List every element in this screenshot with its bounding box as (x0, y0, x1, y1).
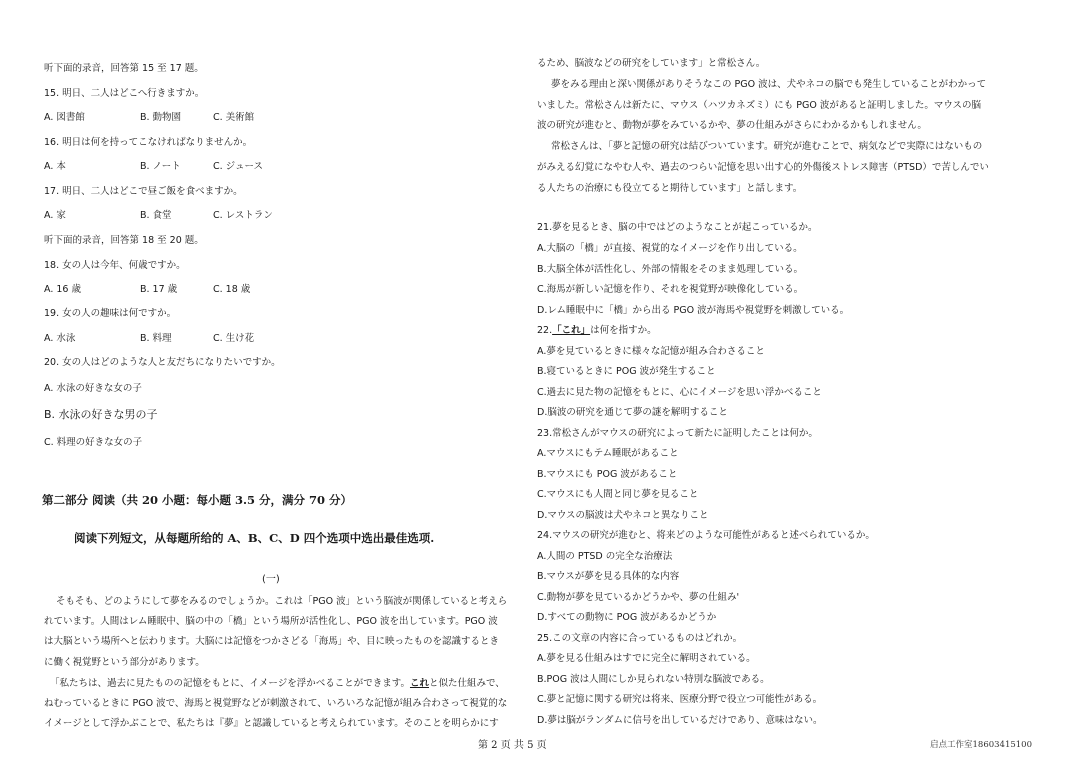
question-25-option-c: C.夢と記憶に関する研究は将来、医療分野で役立つ可能性がある。 (537, 694, 823, 705)
question-22 (537, 324, 657, 337)
option-a: A. 図書館 (44, 112, 85, 123)
option-b: B. ノート (140, 161, 181, 172)
passage-line: ねむっているときに PGO 波で、海馬と視覚野などが刺激されて、いろいろな記憶が組み合わさって視覚的な (44, 698, 508, 709)
question-18: 18. 女の人は今年、何歳ですか。 (44, 260, 186, 271)
passage-line (50, 677, 505, 690)
listening-instruction-15-17: 听下面的录音，回答第 15 至 17 题。 (44, 63, 204, 74)
option-c: C. レストラン (213, 210, 273, 221)
page-number: 第 2 页 共 5 页 (478, 740, 547, 751)
question-21: 21.夢を見るとき、脳の中ではどのようなことが起こっているか。 (537, 222, 818, 233)
passage-line: いました。常松さんは新たに、マウス（ハツカネズミ）にも PGO 波があると証明しました。マウスの脳 (537, 100, 982, 111)
passage-line: れています。人間はレム睡眠中、脳の中の「橋」という場所が活性化し、PGO 波を出しています。PGO 波 (44, 616, 498, 627)
question-22-option-d: D.脳波の研究を通じて夢の謎を解明すること (537, 407, 728, 418)
question-25: 25.この文章の内容に合っているものはどれか。 (537, 633, 743, 644)
watermark-text: 启点工作室18603415100 (930, 740, 1032, 750)
question-21-option-b: B.大脳全体が活性化し、外部の情報をそのまま処理している。 (537, 264, 804, 275)
question-text: は何を指すか。 (590, 325, 657, 336)
option-a: A. 水泳 (44, 333, 76, 344)
passage-line: イメージとして浮かぶことで、私たちは『夢』と認識していると考えられています。そのことを明らかにす (44, 718, 499, 729)
passage-line: るため、脳波などの研究をしています」と常松さん。 (537, 58, 766, 69)
question-22-option-b: B.寝ているときに POG 波が発生すること (537, 366, 716, 377)
option-c: C. 18 歳 (213, 284, 251, 295)
question-23-option-d: D.マウスの脳波は犬やネコと異なりこと (537, 510, 709, 521)
passage-text: と似た仕組みで、 (428, 678, 505, 689)
passage-line: がみえる幻覚になやむ人や、過去のつらい記憶を思い出す心的外傷後ストレス障害（PTSD）で苦しんでい (537, 162, 989, 173)
option-b: B. 17 歳 (140, 284, 178, 295)
section-instruction: 阅读下列短文，从每题所给的 A、B、C、D 四个选项中选出最佳选项. (74, 531, 435, 545)
option-b: B. 料理 (140, 333, 172, 344)
question-21-option-d: D.レム睡眠中に「橋」から出る PGO 波が海馬や視覚野を刺激している。 (537, 305, 850, 316)
question-24: 24.マウスの研究が進むと、将来どのような可能性があると述べられているか。 (537, 530, 875, 541)
passage-line: る人たちの治療にも役立てると期待しています」と話します。 (537, 183, 803, 194)
passage-line: 夢をみる理由と深い関係がありそうなこの PGO 波は、犬やネコの脳でも発生していることがわかって (551, 79, 987, 90)
option-b: B. 動物園 (140, 112, 182, 123)
question-24-option-b: B.マウスが夢を見る具体的な内容 (537, 571, 680, 582)
question-23-option-a: A.マウスにもテム睡眠があること (537, 448, 679, 459)
option-a: A. 16 歳 (44, 284, 81, 295)
question-24-option-d: D.すべての動物に POG 波があるかどうか (537, 612, 717, 623)
question-15: 15. 明日、二人はどこへ行きますか。 (44, 88, 205, 99)
question-25-option-b: B.POG 波は人間にしか見られない特別な脳波である。 (537, 674, 770, 685)
question-23-option-c: C.マウスにも人間と同じ夢を見ること (537, 489, 699, 500)
question-22-option-c: C.過去に見た物の記憶をもとに、心にイメージを思い浮かべること (537, 387, 822, 398)
passage-text: 「私たちは、過去に見たものの記憶をもとに、イメージを浮かべることができます。 (50, 678, 410, 689)
question-24-option-a: A.人間の PTSD の完全な治療法 (537, 551, 673, 562)
question-22-option-a: A.夢を見ているときに様々な記憶が組み合わさること (537, 346, 765, 357)
question-20-option-b: B. 水泳の好きな男の子 (44, 408, 158, 421)
section-title: 第二部分 阅读（共 20 小题：每小题 3.5 分，满分 70 分） (42, 493, 353, 507)
question-21-option-c: C.海馬が新しい記憶を作り、それを視覚野が映像化している。 (537, 284, 804, 295)
passage-line: は大脳という場所へと伝わります。大脳には記憶をつかさどる「海馬」や、目に映ったものを認識するとき (44, 636, 500, 647)
underlined-keyword: 「これ」 (552, 325, 591, 336)
question-23-option-b: B.マウスにも POG 波があること (537, 469, 678, 480)
option-b: B. 食堂 (140, 210, 172, 221)
option-a: A. 家 (44, 210, 66, 221)
passage-line: 波の研究が進むと、動物が夢をみているかや、夢の仕組みがさらにわかるかもしれません。 (537, 120, 927, 131)
question-25-option-a: A.夢を見る仕組みはすでに完全に解明されている。 (537, 653, 756, 664)
question-16: 16. 明日は何を持ってこなければなりませんか。 (44, 137, 253, 148)
question-20-option-c: C. 料理の好きな女の子 (44, 437, 143, 448)
passage-line: 常松さんは、「夢と記憶の研究は結びついています。研究が進むことで、病気などで実際にはないもの (551, 141, 983, 152)
question-number: 22. (537, 325, 553, 336)
option-c: C. 生け花 (213, 333, 255, 344)
passage-line: そもそも、どのようにして夢をみるのでしょうか。これは「PGO 波」という脳波が関係していると考えら (56, 596, 508, 607)
underlined-keyword: これ (409, 678, 429, 689)
question-17: 17. 明日、二人はどこで昼ご飯を食べますか。 (44, 186, 243, 197)
passage-line: に働く視覚野という部分があります。 (44, 657, 205, 668)
option-a: A. 本 (44, 161, 66, 172)
question-20-option-a: A. 水泳の好きな女の子 (44, 383, 142, 394)
listening-instruction-18-20: 听下面的录音，回答第 18 至 20 题。 (44, 235, 204, 246)
passage-title: (一) (262, 574, 280, 585)
option-c: C. 美術館 (213, 112, 255, 123)
question-21-option-a: A.大脳の「橋」が直接、視覚的なイメージを作り出している。 (537, 243, 803, 254)
question-23: 23.常松さんがマウスの研究によって新たに証明したことは何か。 (537, 428, 818, 439)
question-19: 19. 女の人の趣味は何ですか。 (44, 308, 177, 319)
question-25-option-d: D.夢は脳がランダムに信号を出しているだけであり、意味はない。 (537, 715, 823, 726)
question-20: 20. 女の人はどのような人と友だちになりたいですか。 (44, 357, 281, 368)
option-c: C. ジュース (213, 161, 264, 172)
question-24-option-c: C.動物が夢を見ているかどうかや、夢の仕組み' (537, 592, 740, 603)
